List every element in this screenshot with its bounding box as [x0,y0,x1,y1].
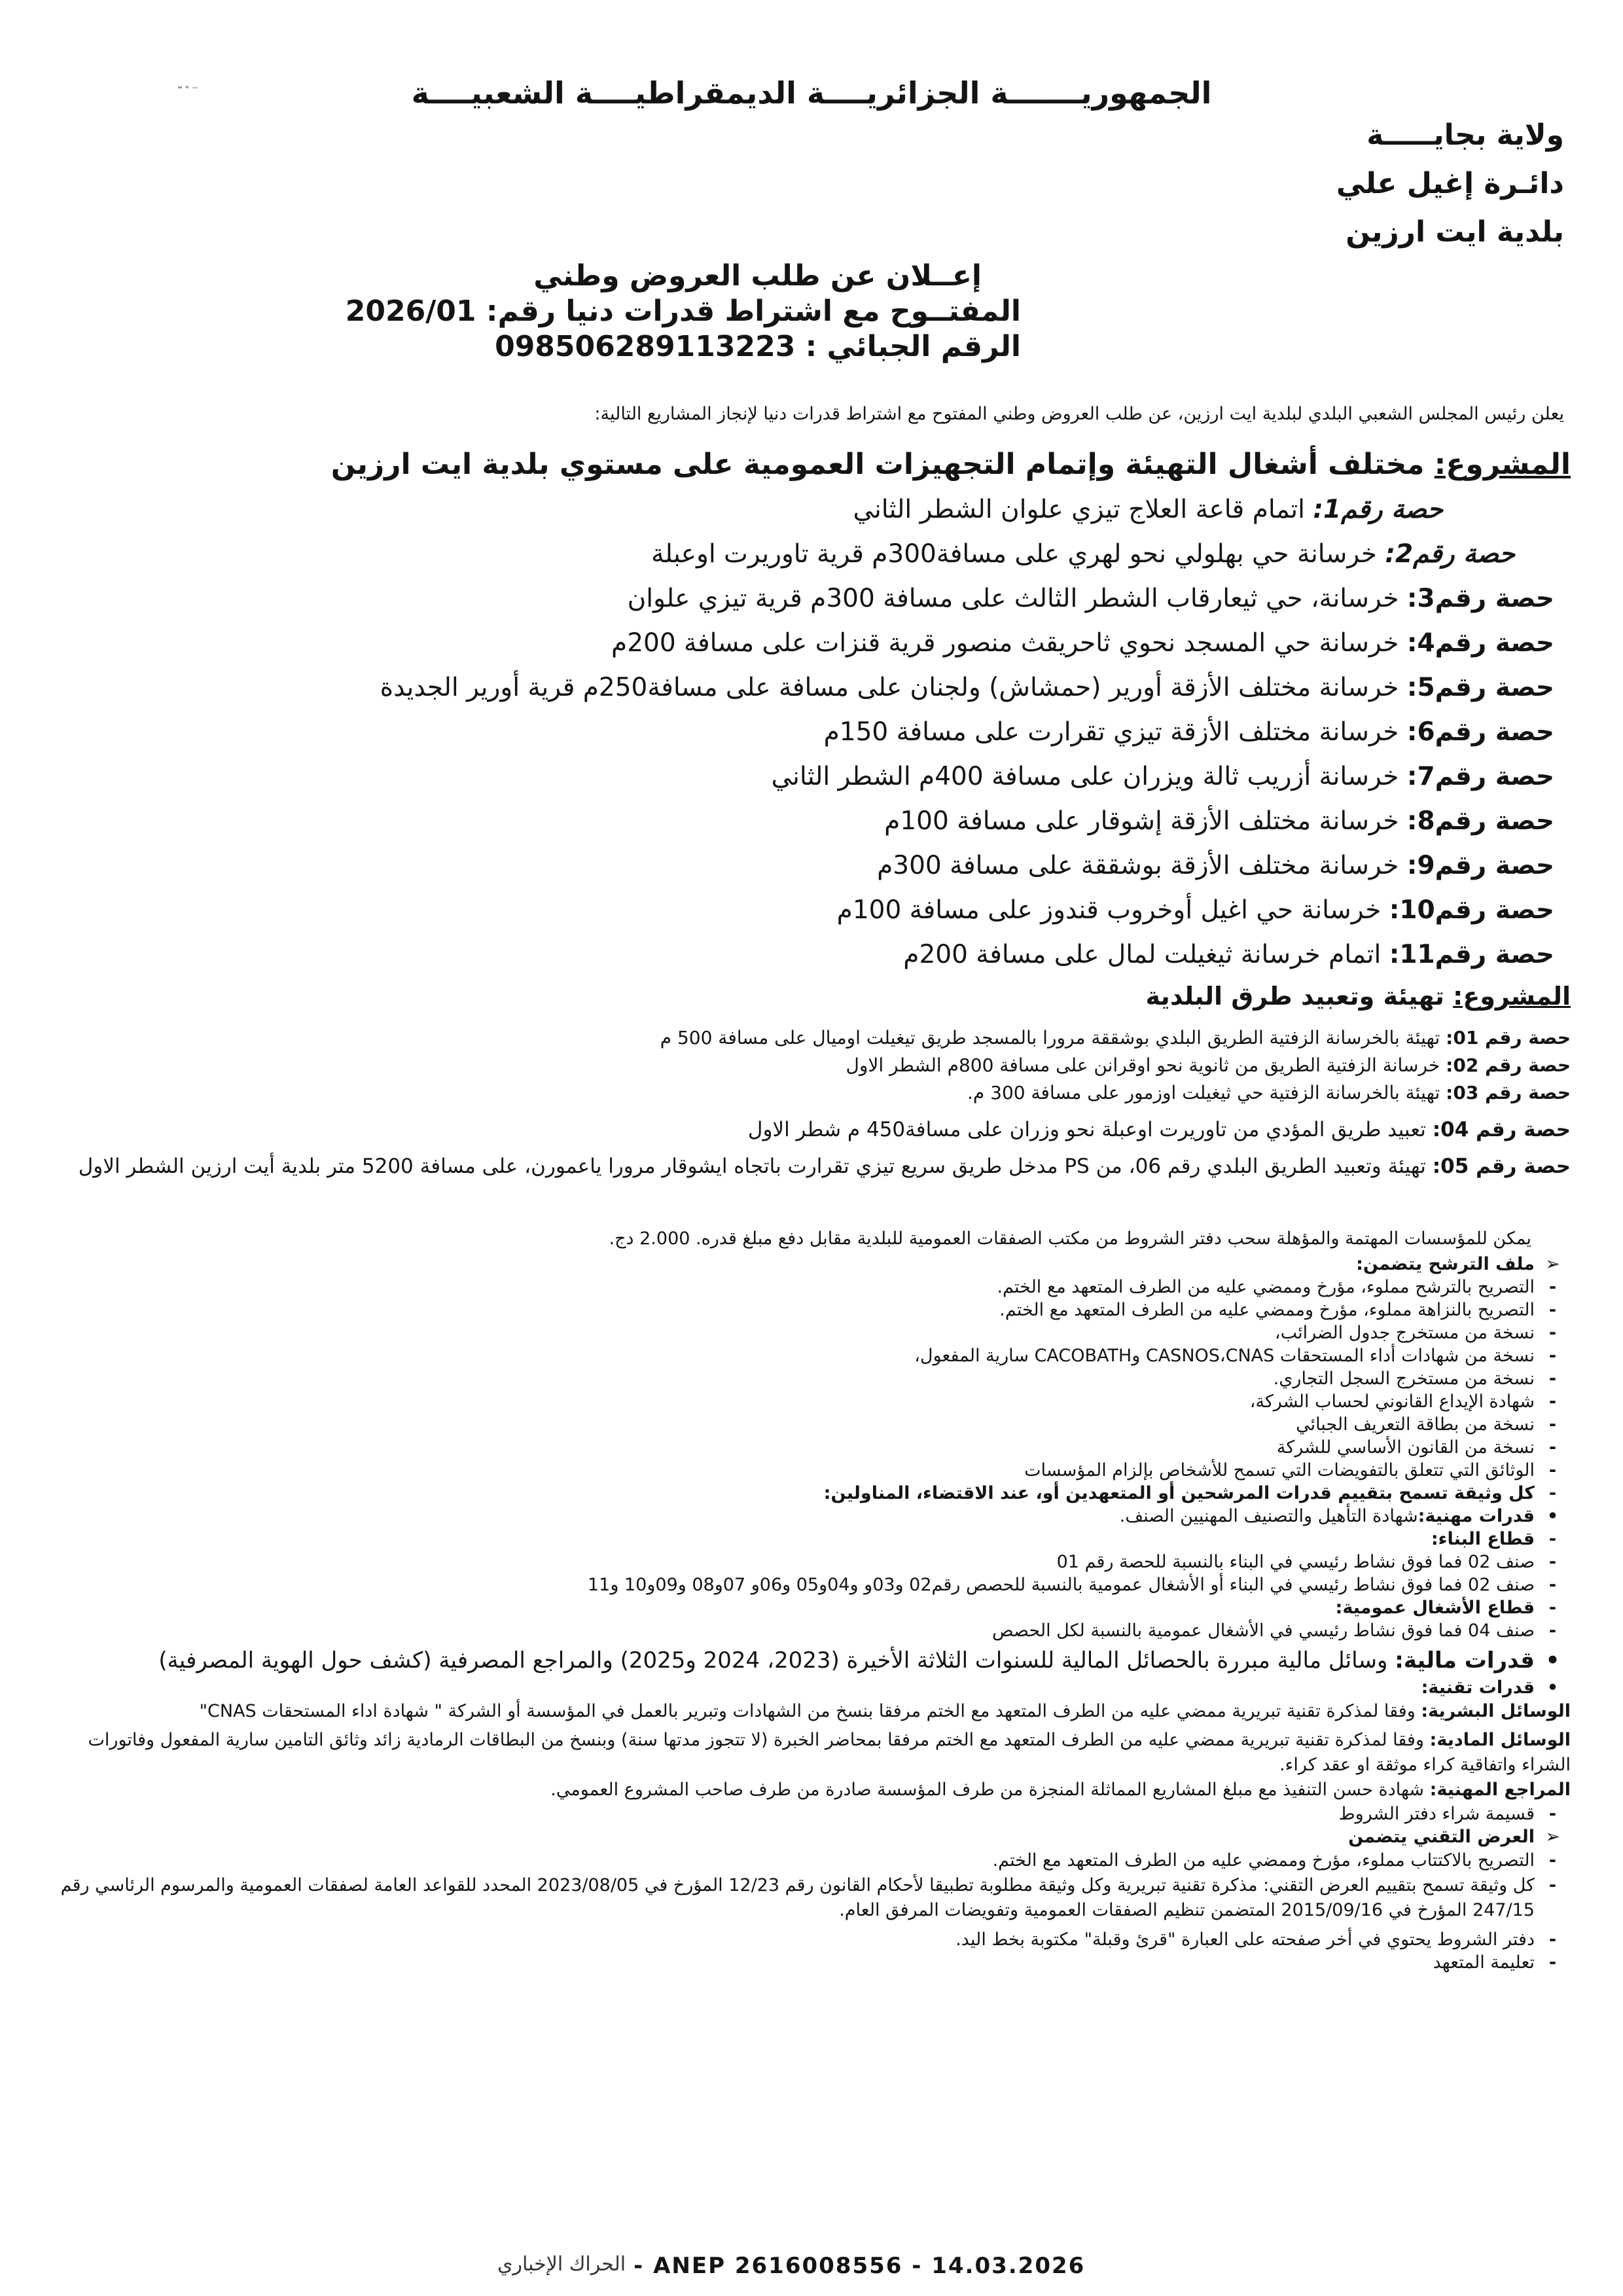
footer [497,2253,1085,2279]
tax-id: الرقم الجبائي : 098506289113223 [495,330,1021,363]
tech-title: • قدرات تقنية: [1421,1677,1559,1698]
material-means: الوسائل المادية: وفقا لمذكرة تقنية تبريرية ممضي عليه من الطرف المتعهد مع الختم مرفقا بمحاضر الخبرة (لا تتجوز مدتها سنة) وبنسخ من البطاقات الرمادية زائد وثائق التامين سارية المفعول وفاتورات الشراء واتفاقية كراء موثقة او عقد كراء. [88,1730,1571,1775]
lot-item: حصة رقم 05: تهيئة وتعبيد الطريق البلدي رقم 06، من PS مدخل طريق سريع تيزي تقرارت باتجاه ايشوقار مرورا ياعمورن، على مسافة 5200 متر بلدية أيت ارزين الشطر الاول [78,1155,1571,1178]
lot-item: حصة رقم2: خرسانة حي بهلولي نحو لهري على مسافة300م قرية تاوريرت اوعبلة [651,539,1515,569]
list-item: - التصريح بالترشح مملوء، مؤرخ وممضي عليه من الطرف المتعهد مع الختم. [997,1277,1557,1297]
lot-item: حصة رقم4: خرسانة حي المسجد نحوي ثاحريقث منصور قرية قنزات على مسافة 200م [611,628,1554,658]
footer-newspaper: الحراك الإخباري [497,2253,626,2276]
intro-text [594,403,1564,426]
daira-line: دائـرة إغيل علي [1336,167,1564,200]
project1-label: المشروع: [1434,448,1571,481]
lot-item: حصة رقم8: خرسانة مختلف الأزقة إشوقار على مسافة 100م [884,806,1554,836]
building-title: - قطاع البناء: [1431,1529,1557,1549]
list-item: - التصريح بالنزاهة مملوء، مؤرخ وممضي عليه من الطرف المتعهد مع الختم. [999,1300,1557,1320]
lot-item: حصة رقم10: خرسانة حي اغيل أوخروب قندوز على مسافة 100م [836,895,1554,925]
list-item: - دفتر الشروط يحتوي في أخر صفحته على العبارة "قرئ وقبلة" مكتوبة بخط اليد. [955,1929,1557,1950]
announcement-subtitle: المفتــوح مع اشتراط قدرات دنيا رقم: 2026/01 [345,295,1021,328]
project2-heading [1146,982,1571,1011]
list-item: - نسخة من شهادات أداء المستحقات CASNOS،CNAS وCACOBATH سارية المفعول، [914,1346,1557,1366]
conditions-section [46,1227,1571,1974]
lot-item: حصة رقم9: خرسانة مختلف الأزقة بوشققة على مسافة 300م [877,851,1554,880]
admin-header [1336,111,1564,257]
withdraw-text: يمكن للمؤسسات المهتمة والمؤهلة سحب دفتر الشروط من مكتب الصفقات العمومية للبلدية مقابل دفع مبلغ قدره. 2.000 دج. [609,1229,1531,1249]
list-item: - نسخة من بطاقة التعريف الجبائي [1296,1414,1557,1435]
project1-title: مختلف أشغال التهيئة وإتمام التجهيزات العمومية على مستوي بلدية ايت ارزين [330,448,1435,481]
republic-title: الجمهوريـــــــة الجزائريــــة الديمقراطيــــة الشعبيــــة [411,75,1212,111]
lot-item: حصة رقم1: اتمام قاعة العلاج تيزي علوان الشطر الثاني [853,495,1443,524]
public-works-title: - قطاع الأشغال عمومية: [1335,1598,1557,1618]
list-item: - تعليمة المتعهد [1433,1952,1557,1973]
lot-item: حصة رقم 02: خرسانة الزفتية الطريق من ثانوية نحو اوقرانن على مسافة 800م الشطر الاول [846,1054,1571,1076]
human-means: الوسائل البشرية: وفقا لمذكرة تقنية تبريرية ممضي عليه من الطرف المتعهد مع الختم مرفقا بنسخ من الشهادات وتبرير بالعمل في المؤسسة أو الشركة " شهادة اداء المستحقات CNAS" [199,1701,1571,1721]
list-item: - صنف 02 فما فوق نشاط رئيسي في البناء أو الأشغال عمومية بالنسبة للحصص رقم02 و03و و04و05 و06و 07و08 و09و10 و11 [588,1575,1557,1595]
list-item: - كل وثيقة تسمح بتقييم العرض التقني: مذكرة تقنية تبريرية وكل وثيقة مطلوبة تطبيقا لأحكام القانون رقم 12/23 المؤرخ في 2023/08/05 المحدد للقواعد العامة لصفقات العمومية والمرسوم الرئاسي رقم 247/15 المؤرخ في 2015/09/16 المتضمن تنظيم الصفقات العمومية وتفويضات المرفق العام. [60,1875,1557,1920]
lot-item: حصة رقم11: اتمام خرسانة ثيغيلت لمال على مسافة 200م [903,940,1554,969]
tech-offer-title: ➢ العرض التقني يتضمن [1348,1827,1560,1847]
list-item: - كل وثيقة تسمح بتقييم قدرات المرشحين أو المتعهدين أو، عند الاقتضاء، المناولين: [823,1483,1557,1503]
footer-code: - ANEP 2616008556 - 14.03.2026 [633,2253,1086,2279]
file-title: ➢ ملف الترشح يتضمن: [1356,1254,1560,1274]
list-item: - نسخة من مستخرج جدول الضرائب، [1274,1323,1557,1343]
professional-refs: المراجع المهنية: شهادة حسن التنفيذ مع مبلغ المشاريع المماثلة المنجزة من طرف المؤسسة صادرة من طرف صاحب المشروع العمومي. [550,1780,1571,1800]
lot-item: حصة رقم3: خرسانة، حي ثيعارقاب الشطر الثالث على مسافة 300م قرية تيزي علوان [627,584,1554,613]
list-item: - صنف 04 فما فوق نشاط رئيسي في الأشغال عمومية بالنسبة لكل الحصص [991,1621,1557,1641]
list-item: - الوثائق التي تتعلق بالتفويضات التي تسمح للأشخاص بإلزام المؤسسات [1024,1460,1557,1480]
lot-item: حصة رقم6: خرسانة مختلف الأزقة تيزي تقرارت على مسافة 150م [823,717,1554,747]
finance-capacity: • قدرات مالية: وسائل مالية مبررة بالحصائل المالية للسنوات الثلاثة الأخيرة (2023، 2024 و2025) والمراجع المصرفية (كشف حول الهوية المصرفية) [158,1647,1560,1674]
list-item: - نسخة من مستخرج السجل التجاري. [1273,1369,1557,1389]
project1-lots [49,488,1554,977]
project2-lots [46,1024,1571,1181]
project2-label: المشروع: [1453,982,1571,1011]
commune-line: بلدية ايت ارزين [1346,215,1564,249]
lot-item: حصة رقم7: خرسانة أزريب ثالة ويزران على مسافة 400م الشطر الثاني [771,762,1554,791]
lot-item: حصة رقم 03: تهيئة بالخرسانة الزفتية حي ثيغيلت اوزمور على مسافة 300 م. [967,1082,1571,1103]
project1-heading [65,446,1571,483]
intro-line: يعلن رئيس المجلس الشعبي البلدي لبلدية ايت ارزين، عن طلب العروض وطني المفتوح مع اشتراط قدرات دنيا لإنجاز المشاريع التالية: [594,404,1564,424]
lot-item: حصة رقم 01: تهيئة بالخرسانة الزفتية الطريق البلدي بوشققة مرورا بالمسجد طريق تيغيلت اوميال على مسافة 500 م [660,1027,1571,1049]
list-item: - شهادة الإيداع القانوني لحساب الشركة، [1249,1391,1557,1412]
receipt-item: - قسيمة شراء دفتر الشروط [1338,1804,1557,1824]
lot-item: حصة رقم5: خرسانة مختلف الأزقة أورير (حمشاش) ولجنان على مسافة على مسافة250م قرية أورير الجديدة [380,673,1554,702]
project2-title: تهيئة وتعبيد طرق البلدية [1145,982,1454,1011]
announcement-title: إعــلان عن طلب العروض وطني [533,259,982,293]
list-item: - صنف 02 فما فوق نشاط رئيسي في البناء بالنسبة للحصة رقم 01 [1056,1552,1557,1572]
announcement-title-block [346,259,1021,365]
lot-item: حصة رقم 04: تعبيد طريق المؤدي من تاوريرت اوعبلة نحو وزران على مسافة450 م شطر الاول [747,1118,1571,1141]
wilaya-line: ولاية بجايـــــة [1366,118,1564,152]
list-item: - نسخة من القانون الأساسي للشركة [1276,1437,1557,1458]
list-item: - التصريح بالاكتتاب مملوء، مؤرخ وممضي عليه من الطرف المتعهد مع الختم. [992,1850,1557,1871]
prof-capacity: • قدرات مهنية: شهادة التأهيل والتصنيف المهنيين الصنف. [1119,1506,1559,1526]
